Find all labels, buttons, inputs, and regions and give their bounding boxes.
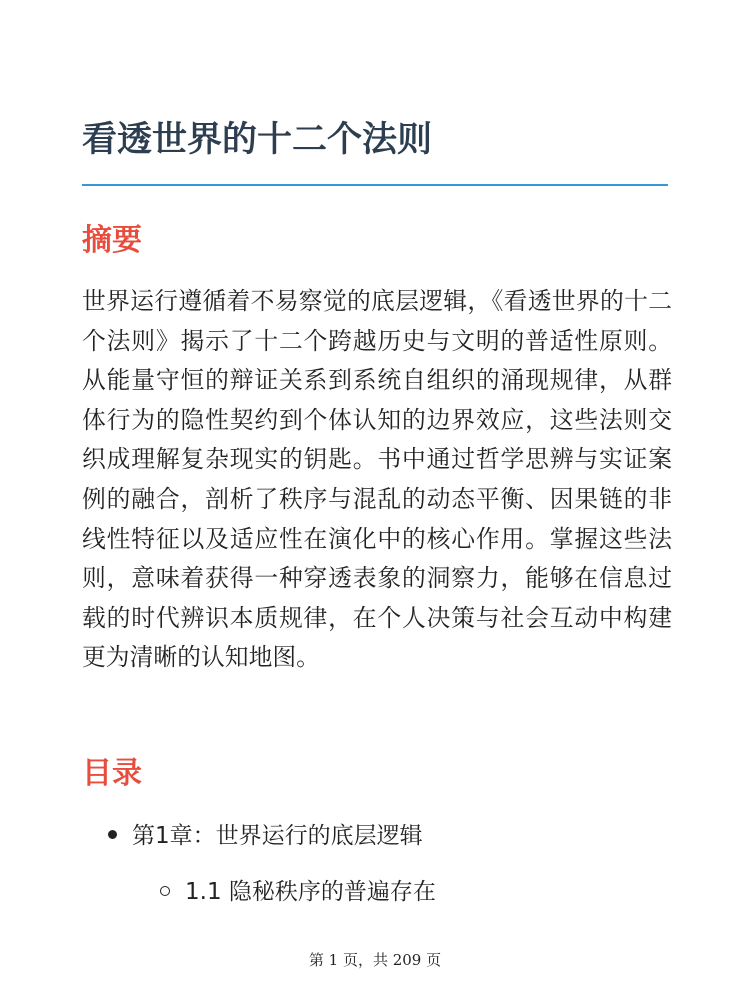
bullet-disc-icon [108, 830, 117, 839]
toc-item-label: 第1章：世界运行的底层逻辑 [132, 823, 423, 849]
page-number-footer: 第 1 页，共 209 页 [308, 951, 442, 969]
toc-item-label: 1.1 隐秘秩序的普遍存在 [185, 879, 436, 905]
toc-heading: 目录 [82, 756, 142, 791]
toc-item-section-1-1[interactable] [160, 874, 436, 910]
abstract-heading: 摘要 [82, 223, 142, 258]
abstract-paragraph: 世界运行遵循着不易察觉的底层逻辑，《看透世界的十二个法则》揭示了十二个跨越历史与文明的普适性原则。从能量守恒的辩证关系到系统自组织的涌现规律，从群体行为的隐性契约到个体认知的边界效应，这些法则交织成理解复杂现实的钥匙。书中通过哲学思辨与实证案例的融合，剖析了秩序与混乱的动态平衡、因果链的非线性特征以及适应性在演化中的核心作用。掌握这些法则，意味着获得一种穿透表象的洞察力，能够在信息过载的时代辨识本质规律，在个人决策与社会互动中构建更为清晰的认知地图。 [82, 287, 672, 672]
title-divider [82, 184, 668, 186]
bullet-circle-icon [160, 886, 170, 896]
document-title: 看透世界的十二个法则 [82, 120, 433, 160]
toc-item-chapter-1[interactable] [108, 818, 423, 854]
